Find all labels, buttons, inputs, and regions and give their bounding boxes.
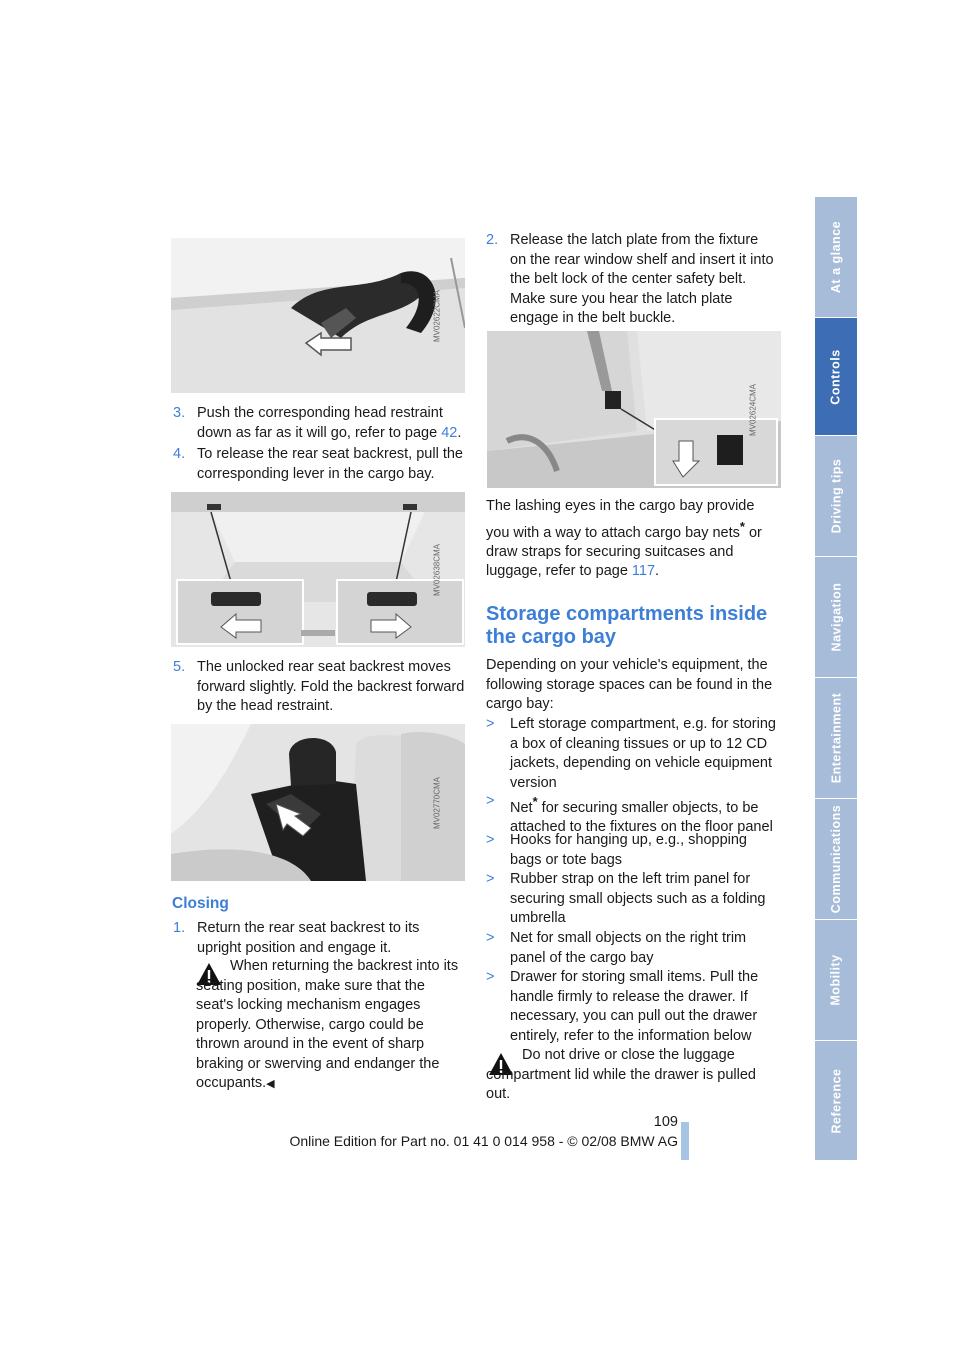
list-item [486, 831, 778, 870]
step-number: 3. [173, 405, 186, 421]
step-number: 4. [173, 446, 186, 462]
bullet-text: Hooks for hanging up, e.g., shopping bags or tote bags [510, 832, 747, 868]
list-item [486, 968, 778, 1046]
step-number: 2. [486, 232, 499, 248]
page-link-117[interactable]: 117 [631, 563, 656, 580]
tab-label: Mobility [829, 954, 843, 1006]
list-item [486, 715, 778, 793]
warning-closing [196, 957, 466, 1095]
tab-label: Entertainment [829, 692, 844, 784]
lashing-text: The lashing eyes in the cargo bay provide you with a way to attach cargo bay nets [486, 498, 755, 541]
bullet-marker: > [486, 793, 495, 809]
page-number: 109 [653, 1114, 678, 1130]
tab-navigation[interactable] [815, 557, 857, 677]
list-item [486, 929, 778, 968]
bullet-text: Rubber strap on the left trim panel for securing small objects such as a folding umbrella [510, 871, 766, 926]
tab-label: Controls [829, 348, 844, 405]
figure-cargo-levers [171, 492, 465, 647]
tab-reference[interactable] [815, 1041, 857, 1160]
page-link-42[interactable]: 42 [441, 424, 458, 441]
section-heading [486, 603, 786, 649]
tab-driving-tips[interactable] [815, 436, 857, 556]
footer-text: Online Edition for Part no. 01 41 0 014 958 - © 02/08 BMW AG [289, 1133, 678, 1149]
figure-code: MV02638CMA [432, 543, 442, 596]
closing-heading: Closing [172, 895, 229, 912]
optional-star: * [532, 794, 538, 809]
tab-at-a-glance[interactable] [815, 197, 857, 317]
step-text: Push the corresponding head restraint down as far as it will go, refer to page [197, 405, 443, 441]
figure-code: MV02624CMA [748, 383, 758, 436]
figure-belt-latch [487, 331, 781, 488]
list-item [486, 870, 778, 929]
step-text: Return the rear seat backrest to its upright position and engage it. [197, 920, 420, 956]
tab-controls[interactable] [815, 318, 857, 435]
step-text: Release the latch plate from the fixture on the rear window shelf and insert it into the belt lock of the center safety belt. Make sure you hear the latch plate engage in the belt buckle. [510, 232, 774, 326]
end-mark: ◀ [266, 1078, 275, 1090]
footer-accent-bar [681, 1122, 689, 1160]
bullet-text: Net [510, 799, 533, 816]
bullet-marker: > [486, 832, 495, 848]
figure-code: MV02622CMA [432, 289, 442, 342]
figure-head-restraint [171, 238, 465, 393]
tab-label: Driving tips [829, 458, 844, 534]
closing-step-1 [173, 919, 465, 958]
lashing-text-cont: or draw straps for securing suitcases and luggage, refer to page [486, 524, 762, 580]
bullet-marker: > [486, 716, 495, 732]
bullet-marker: > [486, 930, 495, 946]
section-heading-line1: Storage compartments inside [486, 603, 768, 625]
tab-entertainment[interactable] [815, 678, 857, 798]
tab-mobility[interactable] [815, 920, 857, 1040]
step-text: To release the rear seat backrest, pull the corresponding lever in the cargo bay. [197, 446, 463, 482]
tab-label: Communications [829, 804, 843, 914]
bullet-text: Drawer for storing small items. Pull the handle firmly to release the drawer. If necessary, you can pull out the drawer entirely, refer to the information below [510, 969, 759, 1044]
figure-fold-backrest [171, 724, 465, 881]
tab-communications[interactable] [815, 799, 857, 919]
step-4 [173, 445, 465, 484]
section-heading-line2: the cargo bay [486, 626, 617, 648]
step-number: 5. [173, 659, 186, 675]
warning-text: When returning the backrest into its seating position, make sure that the seat's locking mechanism engages properly. Otherwise, cargo could be thrown around in the event of sharp braking or swerving and endanger the occupants. [196, 958, 459, 1091]
storage-intro: Depending on your vehicle's equipment, the following storage spaces can be found in the cargo bay: [486, 657, 773, 712]
bullet-text: Left storage compartment, e.g. for storing a box of cleaning tissues or up to 12 CD jackets, depending on vehicle equipment version [510, 716, 776, 791]
step-end: . [457, 424, 462, 441]
chapter-sidebar [815, 197, 857, 1160]
bullet-marker: > [486, 969, 495, 985]
bullet-text: Net for small objects on the right trim panel of the cargo bay [510, 930, 747, 966]
step-number: 1. [173, 920, 186, 936]
optional-star: * [739, 518, 745, 534]
step-5 [173, 658, 465, 717]
bullet-text-cont: for securing smaller objects, to be attached to the fixtures on the floor panel [510, 799, 773, 836]
step-2 [486, 231, 778, 329]
tab-label: Reference [829, 1068, 844, 1133]
bullet-marker: > [486, 871, 495, 887]
step-3 [173, 404, 465, 443]
lashing-paragraph [486, 497, 778, 582]
warning-drawer: Do not drive or close the luggage compartment lid while the drawer is pulled out. [486, 1047, 756, 1102]
figure-code: MV02770CMA [432, 776, 442, 829]
step-text: The unlocked rear seat backrest moves forward slightly. Fold the backrest forward by the head restraint. [197, 659, 465, 714]
tab-label: At a glance [829, 220, 843, 294]
lashing-end: . [655, 563, 660, 580]
tab-label: Navigation [829, 582, 843, 652]
